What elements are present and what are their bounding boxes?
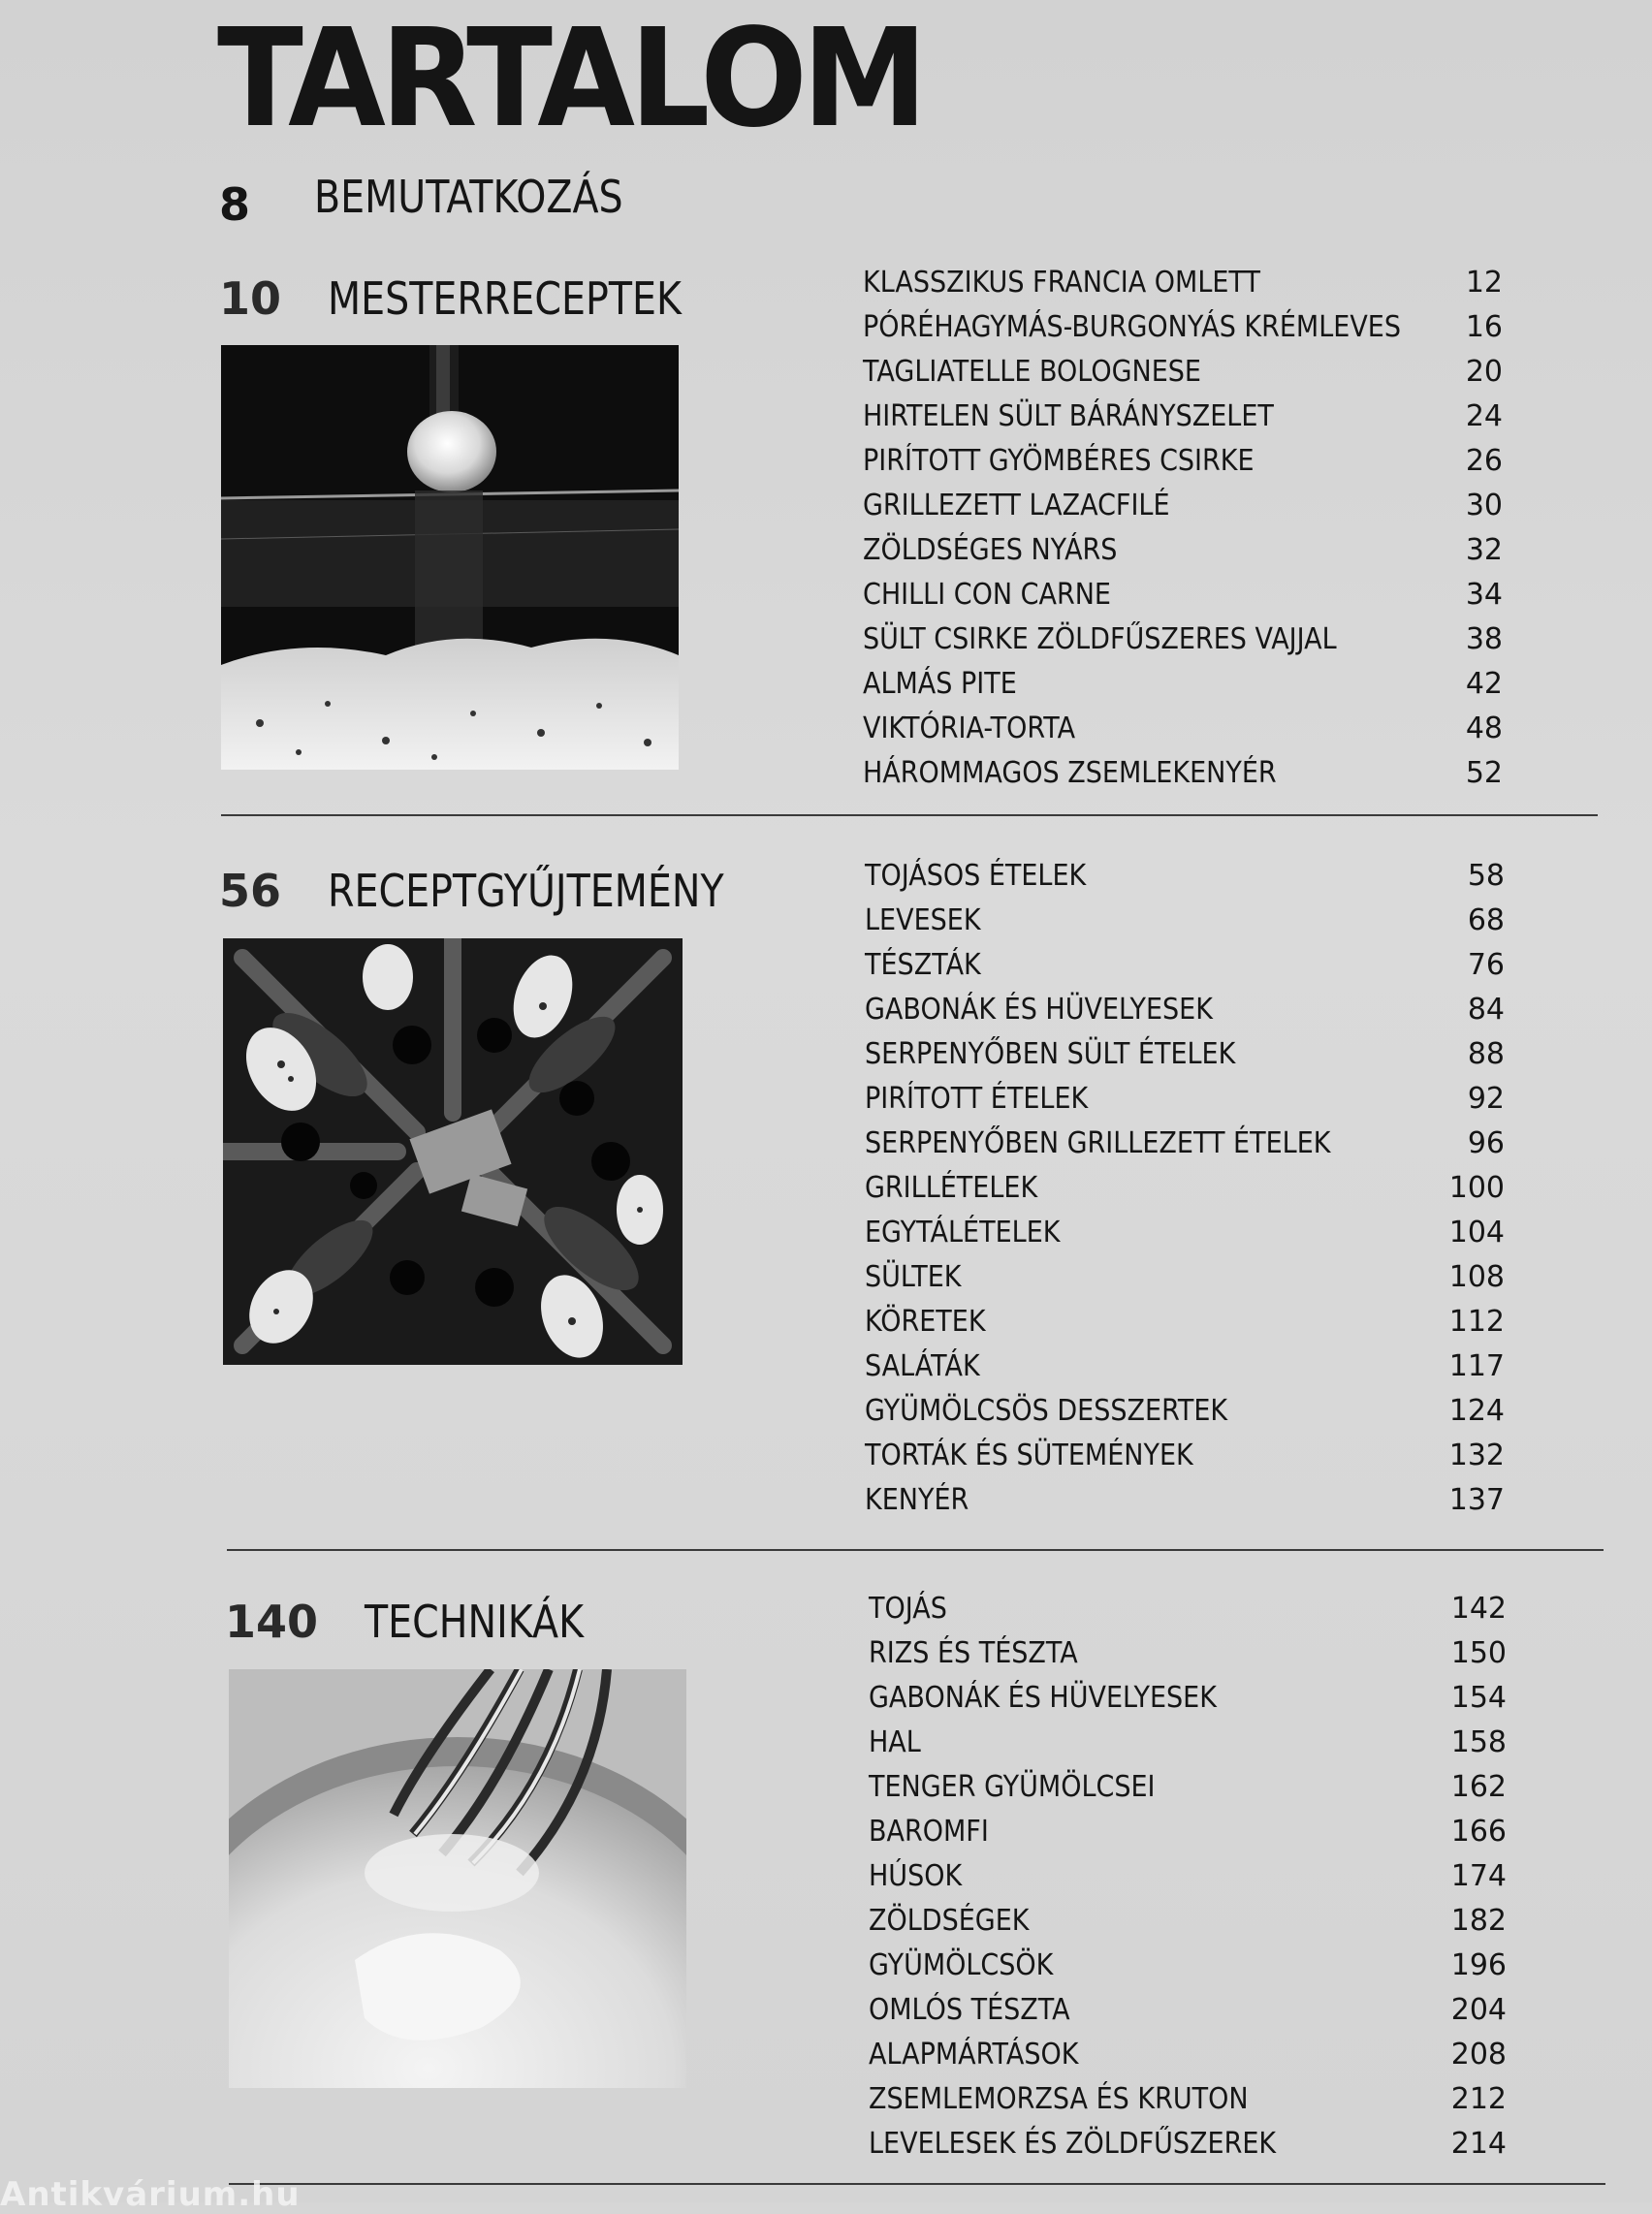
toc-entry-title: SÜLTEK	[865, 1260, 962, 1294]
toc-entry-title: PÓRÉHAGYMÁS-BURGONYÁS KRÉMLEVES	[863, 310, 1402, 344]
toc-entry-title: GABONÁK ÉS HÜVELYESEK	[869, 1681, 1217, 1715]
toc-entry-title: SALÁTÁK	[865, 1349, 980, 1383]
toc-entry-title: GRILLÉTELEK	[865, 1171, 1038, 1205]
toc-entry[interactable]	[869, 1813, 1507, 1857]
toc-entry-title: ZÖLDSÉGEK	[869, 1904, 1030, 1938]
toc-entry[interactable]	[869, 1634, 1507, 1679]
toc-entry[interactable]	[865, 1258, 1505, 1303]
toc-entry-page: 108	[1448, 1260, 1505, 1294]
toc-entry-page: 48	[1465, 712, 1503, 745]
toc-entry-page: 34	[1465, 578, 1503, 612]
toc-entry[interactable]	[863, 710, 1503, 754]
toc-entry-page: 26	[1465, 444, 1503, 478]
toc-entry-title: TAGLIATELLE BOLOGNESE	[863, 355, 1201, 389]
toc-entry-title: GYÜMÖLCSÖS DESSZERTEK	[865, 1394, 1228, 1428]
toc-entry[interactable]	[865, 901, 1505, 946]
toc-entry-page: 162	[1450, 1770, 1507, 1804]
toc-entry[interactable]	[869, 1946, 1507, 1991]
intro-page-number: 8	[219, 178, 251, 231]
toc-entry[interactable]	[865, 1437, 1505, 1481]
toc-entry-title: SÜLT CSIRKE ZÖLDFŰSZERES VAJJAL	[863, 622, 1337, 656]
section-heading-techniques	[225, 1596, 620, 1648]
section-label: TECHNIKÁK	[365, 1596, 585, 1648]
toc-entry-title: TENGER GYÜMÖLCSEI	[869, 1770, 1156, 1804]
photo-whisk-sauce	[229, 1669, 686, 2088]
page-title: TARTALOM	[217, 0, 923, 158]
toc-entry-page: 214	[1450, 2127, 1507, 2161]
toc-entry[interactable]	[869, 1768, 1507, 1813]
toc-entry-page: 154	[1450, 1681, 1507, 1715]
toc-entry[interactable]	[869, 2036, 1507, 2080]
toc-entry[interactable]	[865, 857, 1505, 901]
toc-entry-page: 92	[1467, 1082, 1505, 1116]
toc-entry-page: 42	[1465, 667, 1503, 701]
toc-entry-title: KLASSZIKUS FRANCIA OMLETT	[863, 266, 1260, 300]
toc-entry[interactable]	[869, 1857, 1507, 1902]
toc-entry-title: SERPENYŐBEN GRILLEZETT ÉTELEK	[865, 1126, 1331, 1160]
toc-entry-title: ALMÁS PITE	[863, 667, 1017, 701]
toc-entry-page: 20	[1465, 355, 1503, 389]
toc-entry-title: GRILLEZETT LAZACFILÉ	[863, 489, 1170, 522]
toc-entry-title: HAL	[869, 1725, 921, 1759]
toc-entry[interactable]	[865, 991, 1505, 1035]
toc-entry-page: 76	[1467, 948, 1505, 982]
toc-entry-title: LEVESEK	[865, 903, 981, 937]
toc-entry-page: 32	[1465, 533, 1503, 567]
toc-entry-page: 12	[1465, 266, 1503, 300]
toc-entry-title: VIKTÓRIA-TORTA	[863, 712, 1076, 745]
toc-entry-page: 112	[1448, 1305, 1505, 1339]
toc-entry-page: 104	[1448, 1216, 1505, 1249]
toc-list-techniques	[869, 1590, 1507, 2169]
toc-entry-title: ZÖLDSÉGES NYÁRS	[863, 533, 1118, 567]
toc-entry[interactable]	[863, 531, 1503, 576]
toc-entry[interactable]	[863, 353, 1503, 397]
toc-entry-page: 124	[1448, 1394, 1505, 1428]
toc-entry[interactable]	[869, 1590, 1507, 1634]
section-page-number: 56	[219, 865, 282, 917]
toc-entry[interactable]	[865, 1481, 1505, 1526]
toc-entry-page: 52	[1465, 756, 1503, 790]
toc-entry-page: 58	[1467, 859, 1505, 893]
toc-entry[interactable]	[865, 1303, 1505, 1347]
toc-entry-page: 24	[1465, 399, 1503, 433]
toc-entry-title: TORTÁK ÉS SÜTEMÉNYEK	[865, 1439, 1193, 1472]
toc-entry-page: 88	[1467, 1037, 1505, 1071]
section-divider	[227, 1549, 1604, 1551]
toc-list-recipecollection	[865, 857, 1505, 1526]
toc-entry[interactable]	[865, 1214, 1505, 1258]
toc-entry[interactable]	[863, 620, 1503, 665]
toc-entry[interactable]	[863, 665, 1503, 710]
toc-entry-page: 38	[1465, 622, 1503, 656]
toc-entry[interactable]	[869, 1679, 1507, 1724]
toc-entry[interactable]	[863, 308, 1503, 353]
toc-entry-title: GABONÁK ÉS HÜVELYESEK	[865, 993, 1213, 1027]
toc-entry-page: 137	[1448, 1483, 1505, 1517]
toc-entry-page: 166	[1450, 1815, 1507, 1849]
toc-entry-page: 100	[1448, 1171, 1505, 1205]
toc-entry[interactable]	[863, 576, 1503, 620]
section-divider	[229, 2183, 1605, 2185]
toc-entry-title: HÚSOK	[869, 1859, 963, 1893]
toc-entry-title: TOJÁSOS ÉTELEK	[865, 859, 1087, 893]
toc-entry-title: KÖRETEK	[865, 1305, 986, 1339]
toc-entry[interactable]	[865, 946, 1505, 991]
intro-label: BEMUTATKOZÁS	[314, 171, 623, 223]
toc-entry-page: 182	[1450, 1904, 1507, 1938]
toc-entry-title: TÉSZTÁK	[865, 948, 981, 982]
toc-entry[interactable]	[863, 487, 1503, 531]
toc-entry[interactable]	[865, 1169, 1505, 1214]
toc-entry-page: 212	[1450, 2082, 1507, 2116]
toc-entry-title: BAROMFI	[869, 1815, 989, 1849]
toc-entry-title: SERPENYŐBEN SÜLT ÉTELEK	[865, 1037, 1236, 1071]
section-heading-recipecollection	[219, 865, 788, 917]
toc-entry-title: GYÜMÖLCSÖK	[869, 1948, 1054, 1982]
toc-entry[interactable]	[863, 442, 1503, 487]
toc-entry-page: 68	[1467, 903, 1505, 937]
toc-entry-page: 158	[1450, 1725, 1507, 1759]
section-divider	[221, 814, 1598, 816]
section-label: MESTERRECEPTEK	[328, 272, 682, 325]
toc-entry-page: 142	[1450, 1592, 1507, 1626]
section-label: RECEPTGYŰJTEMÉNY	[328, 865, 724, 917]
toc-entry[interactable]	[869, 2125, 1507, 2169]
toc-entry-page: 96	[1467, 1126, 1505, 1160]
toc-entry-title: LEVELESEK ÉS ZÖLDFŰSZEREK	[869, 2127, 1277, 2161]
toc-entry[interactable]	[863, 397, 1503, 442]
toc-entry[interactable]	[869, 1991, 1507, 2036]
toc-entry-page: 132	[1448, 1439, 1505, 1472]
toc-entry[interactable]	[865, 1080, 1505, 1124]
toc-entry-title: ALAPMÁRTÁSOK	[869, 2038, 1079, 2072]
toc-entry-title: ZSEMLEMORZSA ÉS KRUTON	[869, 2082, 1249, 2116]
photo-salad-nicoise	[223, 938, 683, 1365]
toc-entry[interactable]	[865, 1124, 1505, 1169]
photo-egg-poaching	[221, 345, 679, 770]
toc-entry-page: 117	[1448, 1349, 1505, 1383]
toc-entry[interactable]	[869, 1724, 1507, 1768]
watermark: Antikvárium.hu	[0, 2175, 301, 2214]
toc-entry-title: RIZS ÉS TÉSZTA	[869, 1636, 1078, 1670]
toc-list-masterrecipes	[863, 264, 1503, 799]
toc-entry-title: HÁROMMAGOS ZSEMLEKENYÉR	[863, 756, 1277, 790]
section-page-number: 140	[225, 1596, 319, 1648]
toc-entry[interactable]	[869, 1902, 1507, 1946]
toc-entry-page: 30	[1465, 489, 1503, 522]
toc-entry-page: 174	[1450, 1859, 1507, 1893]
toc-entry-title: KENYÉR	[865, 1483, 969, 1517]
toc-entry[interactable]	[863, 264, 1503, 308]
section-page-number: 10	[219, 272, 282, 325]
toc-entry-page: 150	[1450, 1636, 1507, 1670]
toc-entry-page: 208	[1450, 2038, 1507, 2072]
toc-entry-title: TOJÁS	[869, 1592, 947, 1626]
toc-entry-title: CHILLI CON CARNE	[863, 578, 1111, 612]
toc-entry-title: HIRTELEN SÜLT BÁRÁNYSZELET	[863, 399, 1274, 433]
toc-entry-page: 196	[1450, 1948, 1507, 1982]
toc-entry-title: EGYTÁLÉTELEK	[865, 1216, 1061, 1249]
toc-entry[interactable]	[865, 1392, 1505, 1437]
toc-entry-page: 204	[1450, 1993, 1507, 2027]
toc-entry-title: OMLÓS TÉSZTA	[869, 1993, 1070, 2027]
toc-entry-page: 16	[1465, 310, 1503, 344]
toc-entry[interactable]	[863, 754, 1503, 799]
toc-entry[interactable]	[865, 1035, 1505, 1080]
toc-entry-title: PIRÍTOTT ÉTELEK	[865, 1082, 1089, 1116]
toc-entry[interactable]	[865, 1347, 1505, 1392]
section-heading-masterrecipes	[219, 272, 739, 325]
toc-entry[interactable]	[869, 2080, 1507, 2125]
toc-entry-page: 84	[1467, 993, 1505, 1027]
toc-entry-title: PIRÍTOTT GYÖMBÉRES CSIRKE	[863, 444, 1255, 478]
